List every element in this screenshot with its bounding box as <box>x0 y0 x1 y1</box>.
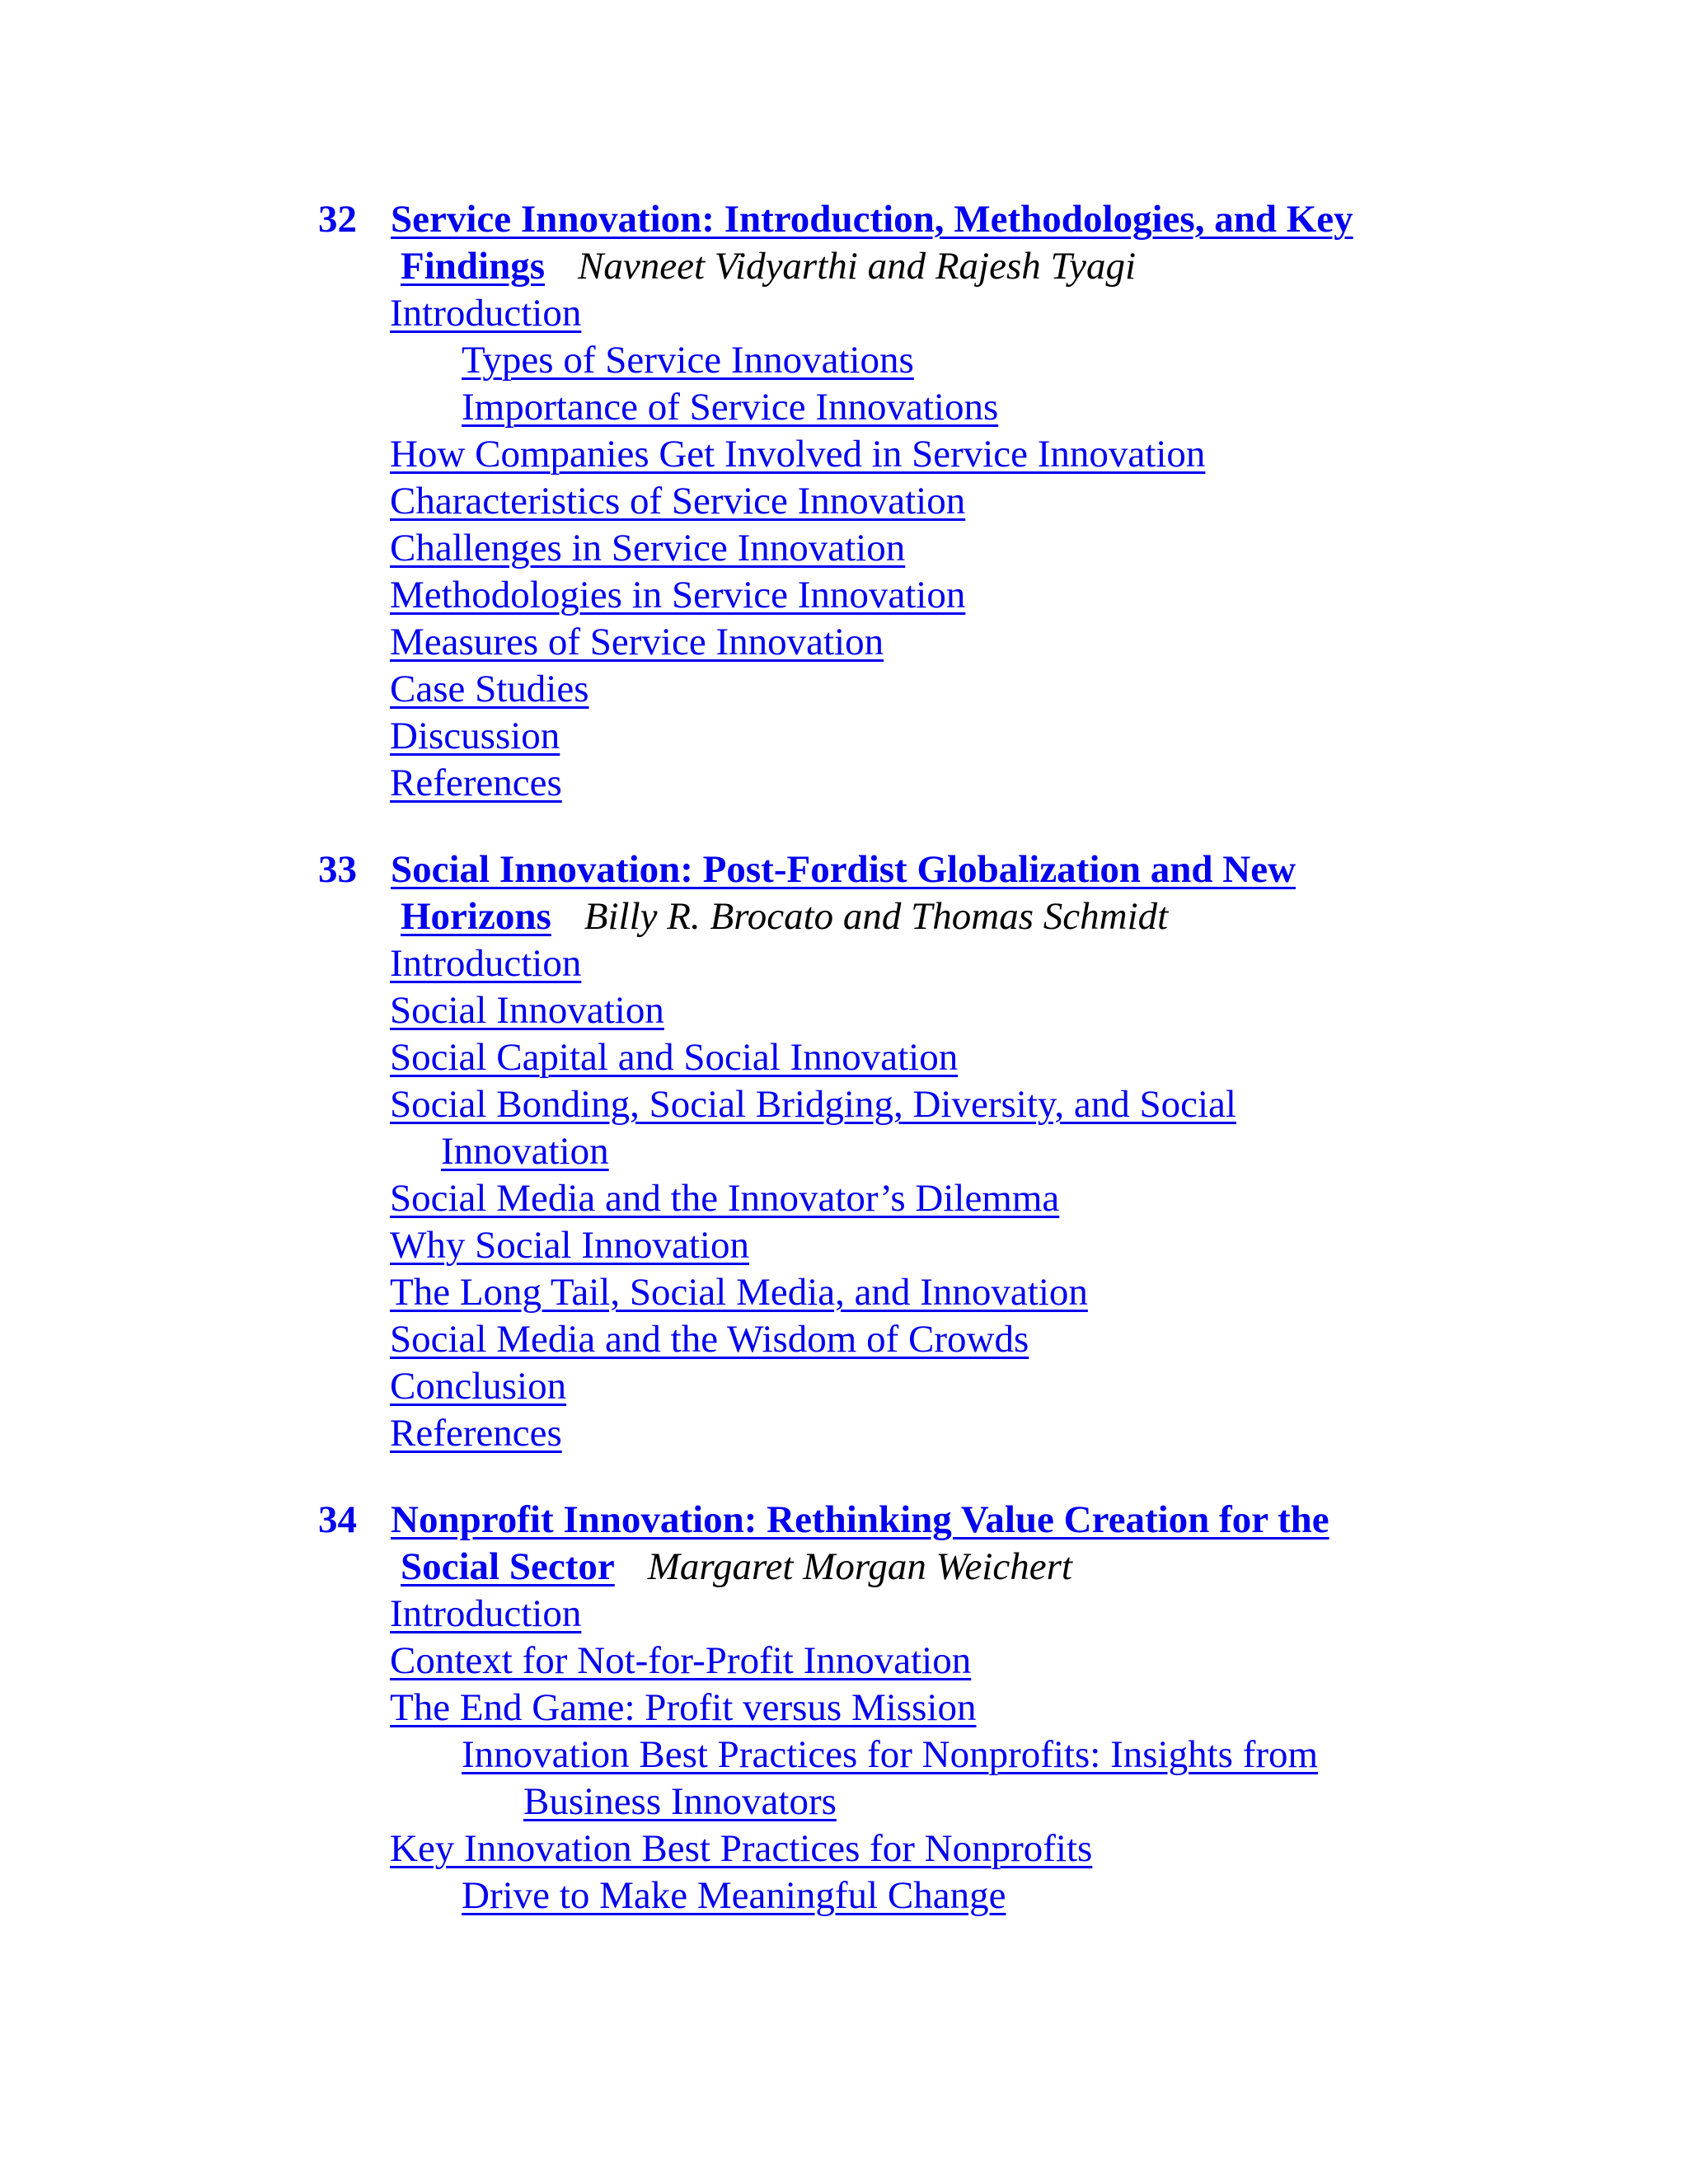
toc-entry-social-bonding-cont[interactable]: Innovation <box>441 1130 609 1173</box>
chapter-number: 32 <box>318 198 357 241</box>
toc-entry-conclusion[interactable]: Conclusion <box>390 1365 567 1408</box>
toc-entry-why-social-innovation[interactable]: Why Social Innovation <box>390 1224 749 1267</box>
toc-entry-innovators-dilemma[interactable]: Social Media and the Innovator’s Dilemma <box>390 1177 1060 1220</box>
chapter-number: 33 <box>318 848 357 891</box>
toc-entry-discussion[interactable]: Discussion <box>390 715 560 757</box>
chapter-title-link[interactable] <box>318 848 1296 891</box>
toc-entry-context[interactable]: Context for Not-for-Profit Innovation <box>390 1639 972 1682</box>
toc-entry-end-game[interactable]: The End Game: Profit versus Mission <box>390 1686 977 1729</box>
toc-entry-importance-of-service-innovations[interactable]: Importance of Service Innovations <box>462 386 999 429</box>
chapter-authors: Navneet Vidyarthi and Rajesh Tyagi <box>578 245 1137 288</box>
chapter-title-link[interactable] <box>318 198 1353 241</box>
toc-entry-introduction[interactable]: Introduction <box>390 1592 582 1635</box>
toc-entry-innovation-best-practices[interactable]: Innovation Best Practices for Nonprofits: Insights from <box>462 1733 1319 1776</box>
toc-entry-introduction[interactable]: Introduction <box>390 292 582 335</box>
toc-entry-characteristics[interactable]: Characteristics of Service Innovation <box>390 480 966 523</box>
toc-entry-methodologies[interactable]: Methodologies in Service Innovation <box>390 574 966 616</box>
chapter-title-part1: Nonprofit Innovation: Rethinking Value Creation for the <box>391 1498 1329 1541</box>
chapter-title-part1: Social Innovation: Post-Fordist Globalization and New <box>391 848 1296 891</box>
toc-entry-long-tail[interactable]: The Long Tail, Social Media, and Innovation <box>390 1271 1088 1314</box>
chapter-authors: Margaret Morgan Weichert <box>647 1545 1072 1588</box>
toc-entry-challenges[interactable]: Challenges in Service Innovation <box>390 527 906 569</box>
chapter-heading-line-1 <box>318 846 1296 893</box>
toc-entry-case-studies[interactable]: Case Studies <box>390 668 589 710</box>
chapter-heading-line-2 <box>401 1544 1072 1591</box>
toc-entry-key-best-practices[interactable]: Key Innovation Best Practices for Nonprofits <box>390 1827 1093 1870</box>
toc-entry-types-of-service-innovations[interactable]: Types of Service Innovations <box>462 339 914 382</box>
chapter-title-link-cont[interactable]: Findings <box>401 245 546 288</box>
chapter-number: 34 <box>318 1498 357 1541</box>
toc-entry-social-bonding[interactable]: Social Bonding, Social Bridging, Diversity, and Social <box>390 1083 1236 1126</box>
chapter-title-link-cont[interactable]: Social Sector <box>401 1545 615 1588</box>
toc-entry-measures[interactable]: Measures of Service Innovation <box>390 621 884 663</box>
toc-entry-how-companies-get-involved[interactable]: How Companies Get Involved in Service Innovation <box>390 433 1206 476</box>
toc-entry-references[interactable]: References <box>390 1412 562 1455</box>
toc-entry-social-innovation[interactable]: Social Innovation <box>390 989 664 1032</box>
toc-entry-introduction[interactable]: Introduction <box>390 942 582 985</box>
chapter-heading-line-2 <box>401 893 1168 940</box>
chapter-authors: Billy R. Brocato and Thomas Schmidt <box>584 895 1169 938</box>
chapter-title-part1: Service Innovation: Introduction, Methodologies, and Key <box>391 198 1353 241</box>
chapter-heading-line-1 <box>318 1497 1329 1544</box>
chapter-title-link[interactable] <box>318 1498 1329 1541</box>
chapter-title-link-cont[interactable]: Horizons <box>401 895 551 938</box>
toc-entry-drive-meaningful-change[interactable]: Drive to Make Meaningful Change <box>462 1874 1006 1917</box>
toc-entry-social-capital[interactable]: Social Capital and Social Innovation <box>390 1036 959 1079</box>
chapter-heading-line-2 <box>401 243 1136 290</box>
toc-entry-references[interactable]: References <box>390 762 562 804</box>
chapter-heading-line-1 <box>318 196 1353 243</box>
toc-entry-innovation-best-practices-cont[interactable]: Business Innovators <box>523 1780 837 1823</box>
toc-entry-wisdom-of-crowds[interactable]: Social Media and the Wisdom of Crowds <box>390 1318 1029 1361</box>
